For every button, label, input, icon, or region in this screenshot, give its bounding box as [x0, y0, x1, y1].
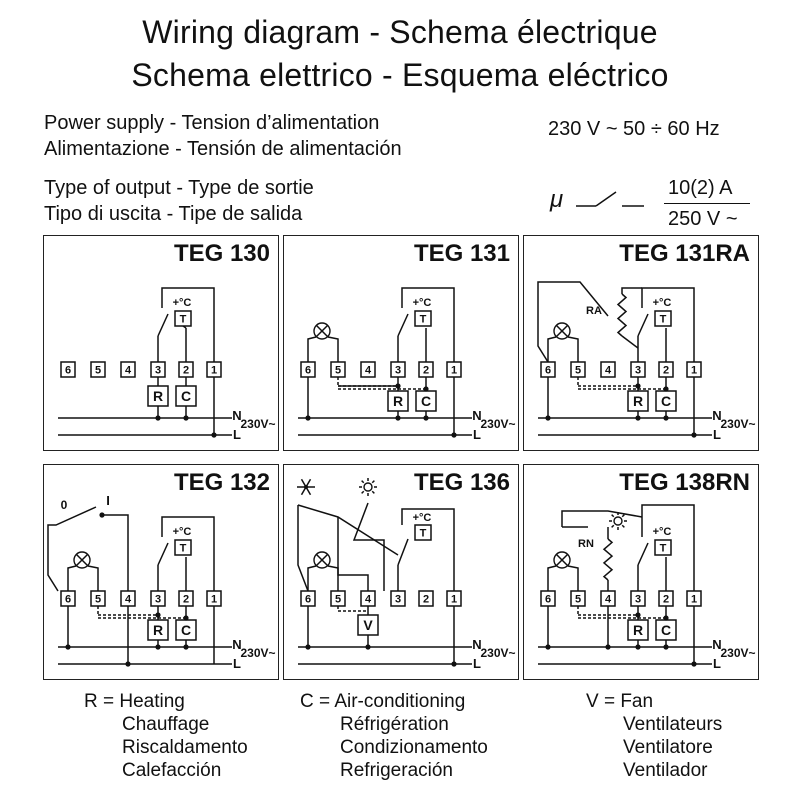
- junction-dot: [395, 383, 400, 388]
- panel-title: TEG 130: [173, 240, 270, 267]
- junction-dot: [395, 415, 400, 420]
- junction-dot: [183, 644, 188, 649]
- fraction-bar: [664, 203, 750, 204]
- junction-dot: [545, 415, 550, 420]
- load-r-label: R: [632, 393, 644, 410]
- terminal-6-label: 6: [304, 364, 312, 377]
- wire: [298, 505, 398, 555]
- wire: [548, 337, 556, 362]
- output-current: 10(2) A: [668, 177, 733, 199]
- legend-r-fr: Chauffage: [122, 714, 210, 735]
- output-label-1: Type of output - Type de sortie: [44, 177, 314, 199]
- teg136-wiring: [284, 465, 520, 681]
- load-r-label: R: [632, 622, 644, 639]
- legend-v-title: V = Fan: [586, 691, 654, 712]
- terminal-3-label: 3: [394, 364, 402, 377]
- panel-teg136: [283, 464, 519, 680]
- legend-heating: [84, 690, 248, 782]
- power-label-2: Alimentazione - Tensión de alimentación: [44, 138, 402, 160]
- voltage-label: 230V~: [240, 417, 276, 431]
- terminal-1-label: 1: [450, 593, 458, 606]
- junction-dot: [183, 615, 188, 620]
- junction-dot: [605, 644, 610, 649]
- terminal-5-label: 5: [334, 593, 342, 606]
- switch-icon: [574, 186, 654, 216]
- thermostat-box-label: T: [419, 313, 427, 326]
- terminal-6-label: 6: [544, 593, 552, 606]
- wire: [102, 515, 128, 591]
- voltage-label: 230V~: [720, 646, 756, 660]
- terminal-2-label: 2: [182, 364, 190, 377]
- teg130-wiring: [44, 236, 280, 452]
- panel-title: TEG 136: [413, 469, 510, 496]
- temp-label: +°C: [412, 297, 432, 309]
- voltage-label: 230V~: [240, 646, 276, 660]
- panel-title: TEG 131: [413, 240, 510, 267]
- junction-dot: [155, 644, 160, 649]
- junction-dot: [125, 661, 130, 666]
- terminal-6-label: 6: [64, 593, 72, 606]
- terminal-4-label: 4: [124, 593, 132, 606]
- output-voltage: 250 V ~: [668, 208, 738, 230]
- legend-r-es: Calefacción: [122, 760, 222, 781]
- legend-c-title: C = Air-conditioning: [300, 691, 466, 712]
- terminal-5-label: 5: [574, 364, 582, 377]
- load-r-label: R: [392, 393, 404, 410]
- load-r-label: R: [152, 388, 164, 405]
- legend-r-title: R = Heating: [84, 691, 185, 712]
- wire: [338, 517, 368, 591]
- wire: [354, 503, 384, 591]
- switch-blade: [158, 314, 168, 336]
- voltage-label: 230V~: [480, 417, 516, 431]
- junction-dot: [155, 415, 160, 420]
- junction-dot: [545, 644, 550, 649]
- junction-dot: [663, 415, 668, 420]
- legend-c-it: Condizionamento: [340, 737, 488, 758]
- thermostat-box-label: T: [419, 527, 427, 540]
- power-value: 230 V ~ 50 ÷ 60 Hz: [548, 118, 720, 140]
- terminal-5-label: 5: [334, 364, 342, 377]
- temp-label: +°C: [652, 526, 672, 538]
- junction-dot: [635, 644, 640, 649]
- terminal-4-label: 4: [124, 364, 132, 377]
- junction-dot: [663, 615, 668, 620]
- voltage-label: 230V~: [480, 646, 516, 660]
- wire: [328, 337, 338, 362]
- junction-dot: [423, 415, 428, 420]
- n-label: N: [232, 408, 242, 423]
- terminal-1-label: 1: [210, 364, 218, 377]
- terminal-1-label: 1: [450, 364, 458, 377]
- terminal-2-label: 2: [422, 593, 430, 606]
- sun-icon-ray: [372, 491, 374, 493]
- output-label-2: Tipo di uscita - Tipe de salida: [44, 203, 303, 225]
- thermostat-box-label: T: [179, 542, 187, 555]
- thermostat-box-label: T: [179, 313, 187, 326]
- sun-icon-ray: [622, 515, 624, 517]
- terminal-3-label: 3: [154, 593, 162, 606]
- wire: [622, 336, 638, 348]
- terminal-5-label: 5: [574, 593, 582, 606]
- legend-v-it: Ventilatore: [623, 737, 713, 758]
- load-r-label: R: [152, 622, 164, 639]
- temp-label: +°C: [172, 297, 192, 309]
- wire: [562, 511, 642, 527]
- sun-icon-ray: [362, 491, 364, 493]
- junction-dot: [423, 386, 428, 391]
- legend-r-it: Riscaldamento: [122, 737, 248, 758]
- teg131-wiring: [284, 236, 520, 452]
- panel-teg138rn: [523, 464, 759, 680]
- junction-dot: [691, 432, 696, 437]
- terminal-4-label: 4: [364, 593, 372, 606]
- switch-blade: [398, 314, 408, 336]
- micro-symbol: μ: [550, 186, 564, 213]
- terminal-2-label: 2: [182, 593, 190, 606]
- junction-dot: [305, 415, 310, 420]
- switch-blade: [158, 543, 168, 565]
- junction-dot: [663, 644, 668, 649]
- l-label: L: [713, 656, 721, 671]
- load-c-label: C: [660, 393, 672, 410]
- terminal-2-label: 2: [662, 593, 670, 606]
- junction-dot: [365, 644, 370, 649]
- junction-dot: [451, 661, 456, 666]
- wire: [298, 505, 308, 591]
- sun-icon-ray: [612, 525, 614, 527]
- power-label-1: Power supply - Tension d’alimentation: [44, 112, 380, 134]
- load-c-label: C: [180, 388, 192, 405]
- panel-teg131: [283, 235, 519, 451]
- load-c-label: C: [660, 622, 672, 639]
- l-label: L: [233, 656, 241, 671]
- teg131ra-wiring: [524, 236, 760, 452]
- load-c-label: C: [180, 622, 192, 639]
- panel-teg131ra: [523, 235, 759, 451]
- l-label: L: [713, 427, 721, 442]
- resistor-icon: [618, 294, 626, 336]
- junction-dot: [183, 415, 188, 420]
- wire: [88, 566, 98, 591]
- power-supply-label: [44, 110, 402, 162]
- snowflake-icon-center: [304, 485, 308, 489]
- temp-label: +°C: [652, 297, 672, 309]
- legend-air-conditioning: [300, 690, 488, 782]
- ra-label: RA: [586, 305, 602, 317]
- thermostat-box-label: T: [659, 313, 667, 326]
- junction-dot: [635, 383, 640, 388]
- load-v-label: V: [363, 617, 373, 634]
- terminal-4-label: 4: [604, 364, 612, 377]
- temp-label: +°C: [172, 526, 192, 538]
- switch-1-label: I: [106, 493, 110, 508]
- sun-icon: [364, 483, 372, 491]
- sun-icon-ray: [612, 515, 614, 517]
- n-label: N: [232, 637, 242, 652]
- terminal-3-label: 3: [394, 593, 402, 606]
- terminal-6-label: 6: [304, 593, 312, 606]
- resistor-icon: [604, 539, 612, 580]
- panel-title: TEG 132: [173, 469, 270, 496]
- teg132-wiring: [44, 465, 280, 681]
- terminal-3-label: 3: [634, 593, 642, 606]
- thermostat-box-label: T: [659, 542, 667, 555]
- junction-dot: [451, 432, 456, 437]
- output-type-label: [44, 175, 314, 227]
- junction-dot: [635, 415, 640, 420]
- terminal-4-label: 4: [364, 364, 372, 377]
- panel-teg132: [43, 464, 279, 680]
- rn-label: RN: [578, 538, 594, 550]
- wire: [308, 566, 316, 591]
- sun-icon-ray: [362, 481, 364, 483]
- switch-blade: [398, 539, 408, 565]
- wire: [548, 566, 556, 591]
- terminal-5-label: 5: [94, 593, 102, 606]
- terminal-2-label: 2: [662, 364, 670, 377]
- terminal-5-label: 5: [94, 364, 102, 377]
- sun-icon-ray: [372, 481, 374, 483]
- sun-icon: [614, 517, 622, 525]
- sun-icon-ray: [622, 525, 624, 527]
- switch-0-label: 0: [60, 498, 68, 512]
- junction-dot: [691, 661, 696, 666]
- wire: [568, 566, 578, 591]
- n-label: N: [472, 637, 482, 652]
- terminal-1-label: 1: [210, 593, 218, 606]
- wire: [68, 566, 76, 591]
- terminal-3-label: 3: [154, 364, 162, 377]
- moon-icon: [541, 513, 549, 529]
- wire: [328, 566, 338, 591]
- legend-v-es: Ventilador: [623, 760, 708, 781]
- wire: [568, 337, 578, 362]
- title-line-2: Schema elettrico - Esquema eléctrico: [131, 57, 669, 93]
- junction-dot: [65, 644, 70, 649]
- panel-title: TEG 138RN: [619, 469, 750, 496]
- selector-switch: [48, 507, 96, 591]
- wire: [622, 288, 642, 294]
- load-c-label: C: [420, 393, 432, 410]
- n-label: N: [712, 637, 722, 652]
- wire: [308, 337, 316, 362]
- title-line-1: Wiring diagram - Schema électrique: [142, 14, 658, 50]
- legend-fan: [586, 690, 722, 782]
- l-label: L: [473, 427, 481, 442]
- l-label: L: [233, 427, 241, 442]
- teg138rn-wiring: [524, 465, 760, 681]
- legend-v-fr: Ventilateurs: [623, 714, 723, 735]
- terminal-1-label: 1: [690, 364, 698, 377]
- n-label: N: [472, 408, 482, 423]
- junction-dot: [305, 644, 310, 649]
- terminal-6-label: 6: [64, 364, 72, 377]
- junction-dot: [635, 612, 640, 617]
- switch-blade: [638, 543, 648, 565]
- terminal-4-label: 4: [604, 593, 612, 606]
- l-label: L: [473, 656, 481, 671]
- temp-label: +°C: [412, 512, 432, 524]
- junction-dot: [211, 432, 216, 437]
- switch-blade: [638, 314, 648, 336]
- terminal-6-label: 6: [544, 364, 552, 377]
- panel-teg130: [43, 235, 279, 451]
- legend-c-es: Refrigeración: [340, 760, 453, 781]
- voltage-label: 230V~: [720, 417, 756, 431]
- panel-title: TEG 131RA: [619, 240, 750, 267]
- junction-dot: [663, 386, 668, 391]
- terminal-3-label: 3: [634, 364, 642, 377]
- legend-c-fr: Réfrigération: [340, 714, 449, 735]
- terminal-2-label: 2: [422, 364, 430, 377]
- terminal-1-label: 1: [690, 593, 698, 606]
- n-label: N: [712, 408, 722, 423]
- junction-dot: [155, 612, 160, 617]
